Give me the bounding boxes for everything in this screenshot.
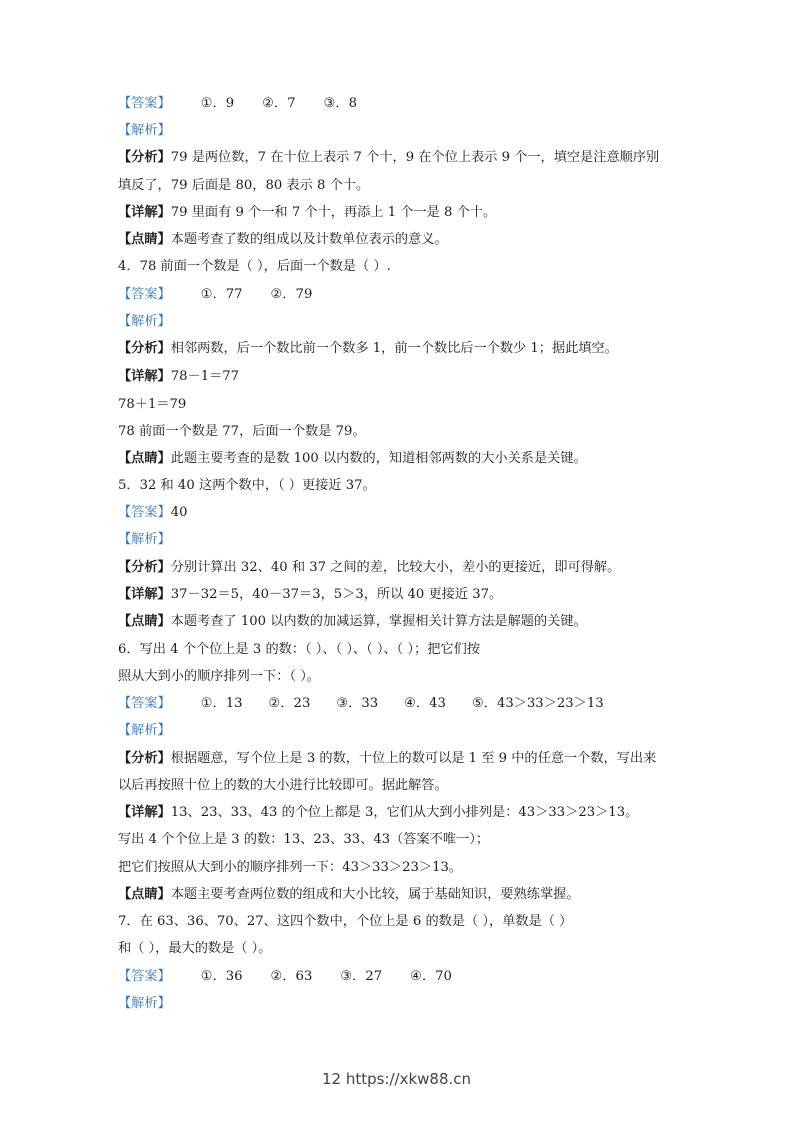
q5-dianjing <box>118 613 587 631</box>
q3-answer-line <box>118 95 357 113</box>
xiangjie-text: 把它们按照从大到小的顺序排列一下：43＞33＞23＞13。 <box>118 860 463 875</box>
fenxi-text: 相邻两数，后一个数比前一个数多 1，前一个数比后一个数少 1；据此填空。 <box>170 341 618 356</box>
answer-item: ①．77 <box>200 287 243 302</box>
analysis-tag: 【解析】 <box>118 723 171 738</box>
analysis-tag: 【解析】 <box>118 996 171 1011</box>
q4-fenxi <box>118 340 618 358</box>
fenxi-tag: 【分析】 <box>118 751 171 766</box>
page-footer: 12 https://xkw88.cn <box>321 1070 472 1088</box>
q4-xiangjie-line3 <box>118 423 366 441</box>
q7-analysis-heading <box>118 995 171 1013</box>
xiangjie-text: 13、23、33、43 的个位上都是 3，它们从大到小排列是：43＞33＞23＞13。 <box>170 805 639 820</box>
answer-item: ①．36 <box>200 969 243 984</box>
q3-fenxi-line1 <box>118 149 659 167</box>
q7-question-line2 <box>118 940 271 958</box>
answer-tag: 【答案】 <box>118 96 171 111</box>
answer-tag: 【答案】 <box>118 505 171 520</box>
answer-tag: 【答案】 <box>118 969 171 984</box>
fenxi-text: 分别计算出 32、40 和 37 之间的差，比较大小，差小的更接近，即可得解。 <box>170 560 621 575</box>
q6-fenxi-line2 <box>118 777 448 795</box>
dianjing-text: 本题考查了数的组成以及计数单位表示的意义。 <box>170 232 448 247</box>
xiangjie-tag: 【详解】 <box>118 369 171 384</box>
question-text: 7．在 63、36、70、27、这四个数中，个位上是 6 的数是（ ），单数是（ ） <box>118 914 573 929</box>
analysis-tag: 【解析】 <box>118 123 171 138</box>
question-text: 4．78 前面一个数是（ ），后面一个数是（ ）. <box>118 259 391 274</box>
q5-xiangjie <box>118 586 502 604</box>
xiangjie-tag: 【详解】 <box>118 587 171 602</box>
question-text: 6．写出 4 个个位上是 3 的数：（ ）、（ ）、（ ）、（ ）；把它们按 <box>118 642 480 657</box>
answer-item: ①．13 <box>200 696 243 711</box>
fenxi-text: 以后再按照十位上的数的大小进行比较即可。据此解答。 <box>118 778 448 793</box>
dianjing-text: 此题主要考查的是数 100 以内数的，知道相邻两数的大小关系是关键。 <box>170 451 587 466</box>
q3-fenxi-line2 <box>118 177 369 195</box>
fenxi-tag: 【分析】 <box>118 150 171 165</box>
xiangjie-text: 78 前面一个数是 77，后面一个数是 79。 <box>118 424 366 439</box>
xiangjie-text: 78－1＝77 <box>170 369 240 384</box>
q6-question-line2 <box>118 668 320 686</box>
q6-xiangjie-line3 <box>118 859 462 877</box>
xiangjie-text: 37－32＝5，40－37＝3，5＞3，所以 40 更接近 37。 <box>170 587 503 602</box>
fenxi-text: 79 是两位数，7 在十位上表示 7 个十，9 在个位上表示 9 个一，填空是注意顺序别 <box>170 150 660 165</box>
fenxi-text: 填反了，79 后面是 80，80 表示 8 个十。 <box>118 178 370 193</box>
q3-dianjing <box>118 231 448 249</box>
dianjing-tag: 【点睛】 <box>118 232 171 247</box>
analysis-tag: 【解析】 <box>118 314 171 329</box>
analysis-tag: 【解析】 <box>118 532 171 547</box>
fenxi-tag: 【分析】 <box>118 560 171 575</box>
q7-answer-line <box>118 968 452 986</box>
fenxi-tag: 【分析】 <box>118 341 171 356</box>
q5-fenxi <box>118 559 620 577</box>
answer-item: ②．63 <box>270 969 313 984</box>
answer-item: ④．43 <box>404 696 446 711</box>
q4-question <box>118 258 391 276</box>
dianjing-text: 本题主要考查两位数的组成和大小比较，属于基础知识，要熟练掌握。 <box>170 887 580 902</box>
q3-analysis-heading <box>118 122 171 140</box>
answer-item: ①．9 <box>200 96 235 111</box>
answer-item: ②．79 <box>270 287 313 302</box>
dianjing-tag: 【点睛】 <box>118 887 171 902</box>
xiangjie-tag: 【详解】 <box>118 805 171 820</box>
q5-question <box>118 477 376 495</box>
answer-item: ③．33 <box>336 696 379 711</box>
answer-item: ④．70 <box>410 969 452 984</box>
q6-answer-line <box>118 695 604 713</box>
xiangjie-tag: 【详解】 <box>118 205 171 220</box>
answer-item: ③．27 <box>340 969 383 984</box>
q6-fenxi-line1 <box>118 750 656 768</box>
answer-item: ⑤．43＞33＞23＞13 <box>471 696 604 711</box>
dianjing-tag: 【点睛】 <box>118 451 171 466</box>
fenxi-text: 根据题意，写个位上是 3 的数，十位上的数可以是 1 至 9 中的任意一个数，写出来 <box>170 751 657 766</box>
answer-item: ②．23 <box>268 696 311 711</box>
q4-dianjing <box>118 450 587 468</box>
answer-tag: 【答案】 <box>118 696 171 711</box>
xiangjie-text: 79 里面有 9 个一和 7 个十，再添上 1 个一是 8 个十。 <box>170 205 497 220</box>
answer-item: ③．8 <box>323 96 357 111</box>
q5-analysis-heading <box>118 531 171 549</box>
answer-item: ②．7 <box>262 96 296 111</box>
q7-question-line1 <box>118 913 572 931</box>
q6-xiangjie-line1 <box>118 804 638 822</box>
q4-answer-line <box>118 286 312 304</box>
answer-value: 40 <box>170 505 188 520</box>
q3-xiangjie <box>118 204 496 222</box>
question-text: 5．32 和 40 这两个数中，（ ）更接近 37。 <box>118 478 376 493</box>
xiangjie-text: 写出 4 个个位上是 3 的数：13、23、33、43（答案不唯一）； <box>118 832 490 847</box>
q6-analysis-heading <box>118 722 171 740</box>
xiangjie-text: 78＋1＝79 <box>118 397 187 412</box>
q6-dianjing <box>118 886 580 904</box>
q4-xiangjie-line2 <box>118 396 186 414</box>
dianjing-tag: 【点睛】 <box>118 614 171 629</box>
answer-tag: 【答案】 <box>118 287 171 302</box>
q4-analysis-heading <box>118 313 171 331</box>
q4-xiangjie-line1 <box>118 368 239 386</box>
question-text: 和（ ），最大的数是（ ）。 <box>118 941 272 956</box>
q5-answer-line <box>118 504 188 522</box>
dianjing-text: 本题考查了 100 以内数的加减运算，掌握相关计算方法是解题的关键。 <box>170 614 587 629</box>
q6-xiangjie-line2 <box>118 831 489 849</box>
q6-question-line1 <box>118 641 480 659</box>
question-text: 照从大到小的顺序排列一下：（ ）。 <box>118 669 320 684</box>
